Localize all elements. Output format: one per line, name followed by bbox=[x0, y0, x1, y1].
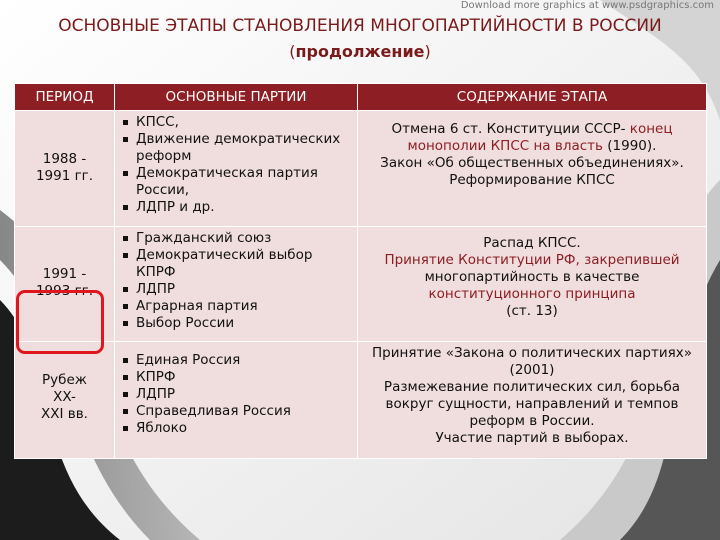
period-line: XX- bbox=[53, 389, 76, 405]
content-paragraph: Размежевание политических сил, борьба вокруг сущности, направлений и темпов реформ в России. bbox=[383, 379, 681, 429]
period-line: 1991 - bbox=[42, 266, 87, 282]
parties-cell bbox=[115, 111, 358, 227]
table-row bbox=[15, 111, 707, 227]
header-period: ПЕРИОД bbox=[15, 84, 115, 111]
highlight-frame bbox=[16, 290, 104, 354]
stages-table bbox=[14, 83, 707, 459]
period-line: 1988 - bbox=[42, 150, 87, 167]
list-item: Выбор России bbox=[120, 315, 352, 332]
period-line: XXI вв. bbox=[41, 406, 88, 422]
period-cell bbox=[15, 342, 115, 459]
list-item: КПРФ bbox=[120, 369, 352, 386]
table-header-row bbox=[15, 84, 707, 111]
list-item: Гражданский союз bbox=[120, 230, 352, 247]
content-paragraph: Участие партий в выборах. bbox=[435, 430, 629, 446]
content-paragraph: Реформирование КПСС bbox=[449, 172, 615, 188]
list-item: ЛДПР bbox=[120, 386, 352, 403]
parties-cell bbox=[115, 227, 358, 342]
slide-title bbox=[0, 14, 720, 64]
content-cell bbox=[358, 111, 707, 227]
title-main: ОСНОВНЫЕ ЭТАПЫ СТАНОВЛЕНИЯ МНОГОПАРТИЙНОСТИ В РОССИИ bbox=[58, 16, 662, 36]
list-item: Аграрная партия bbox=[120, 298, 352, 315]
content-cell bbox=[358, 227, 707, 342]
subtitle-close: ) bbox=[424, 42, 431, 61]
content-paragraph bbox=[363, 121, 701, 155]
list-item: ЛДПР bbox=[120, 281, 352, 298]
list-item: КПСС, bbox=[120, 114, 352, 131]
list-item: Единая Россия bbox=[120, 352, 352, 369]
header-parties: ОСНОВНЫЕ ПАРТИИ bbox=[115, 84, 358, 111]
content-text: (1990). bbox=[602, 138, 657, 154]
parties-cell bbox=[115, 342, 358, 459]
list-item: Демократический выбор КПРФ bbox=[120, 247, 352, 281]
period-line: 1993 гг. bbox=[35, 283, 94, 299]
content-paragraph: Закон «Об общественных объединениях». bbox=[380, 155, 684, 171]
list-item: Яблоко bbox=[120, 420, 352, 437]
title-subtitle bbox=[0, 39, 720, 64]
content-text: Отмена 6 ст. Конституции СССР- bbox=[391, 121, 626, 137]
content-cell bbox=[358, 342, 707, 459]
content-text-red: конец монополии КПСС на власть bbox=[407, 121, 673, 154]
content-paragraph: многопартийность в качестве bbox=[424, 269, 640, 285]
list-item: ЛДПР и др. bbox=[120, 199, 352, 216]
content-paragraph: (ст. 13) bbox=[506, 303, 558, 319]
table-row bbox=[15, 227, 707, 342]
list-item: Движение демократических реформ bbox=[120, 131, 352, 165]
list-item: Демократическая партия России, bbox=[120, 165, 352, 199]
watermark: Download more graphics at www.psdgraphics.com bbox=[460, 0, 714, 11]
subtitle-bold: продолжение bbox=[295, 42, 425, 61]
content-paragraph-red: Принятие Конституции РФ, закрепившей bbox=[384, 252, 680, 268]
table-row bbox=[15, 342, 707, 459]
period-line: Рубеж bbox=[42, 372, 87, 388]
header-content: СОДЕРЖАНИЕ ЭТАПА bbox=[358, 84, 707, 111]
period-line: 1991 гг. bbox=[35, 167, 94, 184]
content-paragraph: Распад КПСС. bbox=[483, 235, 581, 251]
period-cell bbox=[15, 111, 115, 227]
content-paragraph: Принятие «Закона о политических партиях» (2001) bbox=[372, 345, 692, 378]
subtitle-open: ( bbox=[289, 42, 296, 61]
list-item: Справедливая Россия bbox=[120, 403, 352, 420]
content-paragraph-red: конституционного принципа bbox=[428, 286, 636, 302]
